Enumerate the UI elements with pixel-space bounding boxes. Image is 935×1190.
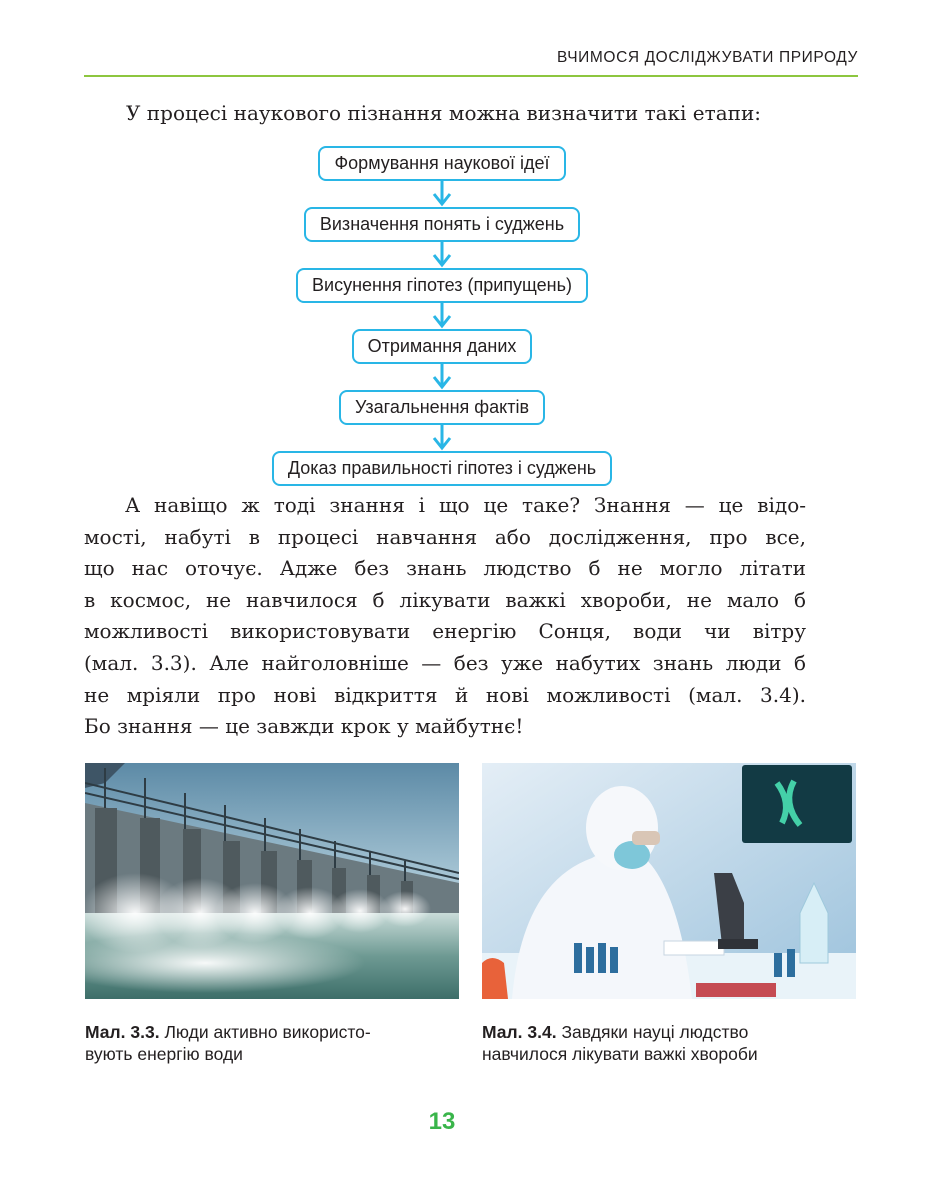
paragraph-line: можливості використовувати енергію Сонця, води чи вітру: [84, 619, 806, 644]
lab-photo: [482, 763, 856, 999]
caption-text: Люди активно використо-: [164, 1022, 371, 1042]
caption-text: навчилося лікувати важкі хвороби: [482, 1044, 758, 1064]
arrow-down-icon: [432, 303, 452, 329]
flow-step-1: Формування наукової ідеї: [318, 146, 565, 181]
flow-step-5: Узагальнення фактів: [339, 390, 545, 425]
flow-step-4: Отримання даних: [352, 329, 533, 364]
paragraph-line: А навіщо ж тоді знання і що це таке? Знання — це відо-: [125, 493, 806, 517]
dam-photo: [85, 763, 459, 999]
paragraph-line: Бо знання — це завжди крок у майбутнє!: [84, 714, 524, 739]
caption-text: вують енергію води: [85, 1044, 243, 1064]
paragraph-line: мості, набуті в процесі навчання або дослідження, про все,: [84, 524, 806, 549]
flow-step-2: Визначення понять і суджень: [304, 207, 580, 242]
header-title: ВЧИМОСЯ ДОСЛІДЖУВАТИ ПРИРОДУ: [557, 49, 858, 66]
figure-caption-3-3: [85, 1021, 455, 1065]
page-number: 13: [428, 1108, 456, 1135]
body-paragraph: [84, 490, 806, 743]
running-header: [84, 45, 858, 77]
caption-text: Завдяки науці людство: [561, 1022, 749, 1042]
intro-text: У процесі наукового пізнання можна визначити такі етапи:: [126, 101, 762, 125]
paragraph-line: що нас оточує. Адже без знань людство б не могло літати: [84, 556, 806, 581]
figure-label: Мал. 3.3.: [85, 1022, 160, 1042]
arrow-down-icon: [432, 242, 452, 268]
flow-step-6: Доказ правильності гіпотез і суджень: [272, 451, 612, 486]
paragraph-line: не мріяли про нові відкриття й нові можливості (мал. 3.4).: [84, 682, 806, 707]
figure-label: Мал. 3.4.: [482, 1022, 557, 1042]
paragraph-line: (мал. 3.3). Але найголовніше — без уже набутих знань люди б: [84, 650, 806, 675]
arrow-down-icon: [432, 425, 452, 451]
figure-caption-3-4: [482, 1021, 862, 1065]
arrow-down-icon: [432, 364, 452, 390]
process-flowchart: [0, 146, 884, 486]
paragraph-line: в космос, не навчилося б лікувати важкі хвороби, не мало б: [84, 587, 806, 612]
flow-step-3: Висунення гіпотез (припущень): [296, 268, 588, 303]
arrow-down-icon: [432, 181, 452, 207]
